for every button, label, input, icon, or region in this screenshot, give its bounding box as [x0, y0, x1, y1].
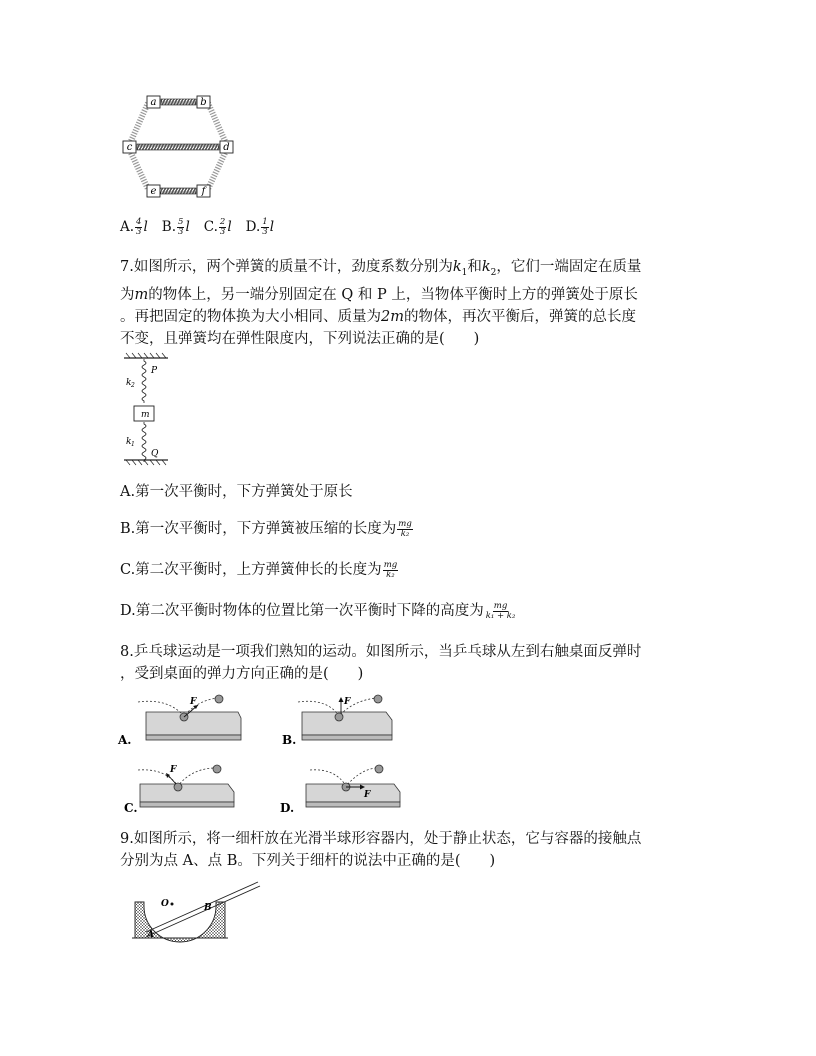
q6-option-d[interactable]: D. $\frac{1}{3}$ l [245, 217, 275, 237]
svg-text:2: 2 [131, 382, 135, 389]
svg-text:1: 1 [131, 441, 135, 448]
q8-b-force-label: F [344, 697, 351, 707]
q6-label-d: d [223, 142, 230, 153]
q9-fig-A: A [147, 930, 154, 940]
q8-figure-b [282, 690, 412, 750]
q6-label-e: e [150, 186, 157, 197]
q8-label-c: C. [124, 801, 138, 815]
q6-options [120, 218, 274, 237]
q8-label-d: D. [280, 801, 295, 815]
q7-spring-mass-figure [120, 352, 172, 466]
q9-question-text: 9.如图所示，将一细杆放在光滑半球形容器内，处于静止状态，它与容器的接触点 分别为点 A、点 B。下列关于细杆的说法中正确的是( ) [120, 831, 642, 869]
q6-label-f: f [201, 186, 206, 197]
q6-option-a[interactable]: A. $\frac{4}{3}$ l [120, 217, 148, 237]
q7-option-d[interactable]: D.第二次平衡时物体的位置比第一次平衡时下降的高度为 $\frac{mg}{\text{k₁ + k₂}}$ [120, 600, 516, 621]
q8-label-a: A. [118, 733, 132, 747]
q7-option-a[interactable]: A.第一次平衡时，下方弹簧处于原长 [120, 484, 353, 500]
q8-a-force-label: F [190, 697, 197, 707]
q7-fig-m: m [141, 410, 150, 420]
q6-label-c: c [126, 142, 133, 153]
q8-figure-a [118, 690, 248, 750]
q7-fig-P: P [151, 366, 158, 376]
q8-label-b: B. [282, 733, 297, 747]
q9-fig-B: B [204, 903, 212, 913]
q8-d-force-label: F [364, 790, 371, 800]
q6-label-b: b [200, 97, 207, 108]
q8-question-text: 8.乒乓球运动是一项我们熟知的运动。如图所示，当乒乓球从左到右触桌面反弹时 ，受到桌面的弹力方向正确的是( ) [120, 644, 642, 682]
q6-hexagon-spring-figure [118, 94, 243, 204]
q9-fig-O: O [161, 899, 169, 909]
q7-fig-Q: Q [151, 449, 159, 459]
q8-figure-d [280, 762, 410, 817]
q7-fig-k2: k [126, 378, 132, 388]
q7-question-text: 7.如图所示，两个弹簧的质量不计，劲度系数分别为$k_1$和$k_2$，它们一端固定在质量 为m的物体上，另一端分别固定在 Q 和 P 上，当物体平衡时上方的弹簧处于原长 。再把固定的物体换为大小相同、质量为2m的物体，再次平衡后，弹簧的总长度 不变，且弹簧均在弹性限度内，下列说法正确的是( ) [120, 259, 642, 347]
q6-option-b[interactable]: B. $\frac{5}{3}$ l [161, 217, 190, 237]
q9-hemisphere-rod-figure [132, 888, 262, 944]
q7-option-c[interactable]: C.第二次平衡时，上方弹簧伸长的长度为 $\frac{mg}{\text{k₂}}$ [120, 559, 398, 580]
q7-fig-k1: k [126, 437, 132, 447]
q6-option-c[interactable]: C. $\frac{2}{3}$ l [203, 217, 232, 237]
q7-option-b[interactable]: B.第一次平衡时，下方弹簧被压缩的长度为 $\frac{mg}{\text{k₂}}$ [120, 518, 412, 539]
q8-c-force-label: F [170, 765, 177, 775]
q6-label-a: a [150, 97, 157, 108]
q8-figure-c [120, 762, 250, 817]
